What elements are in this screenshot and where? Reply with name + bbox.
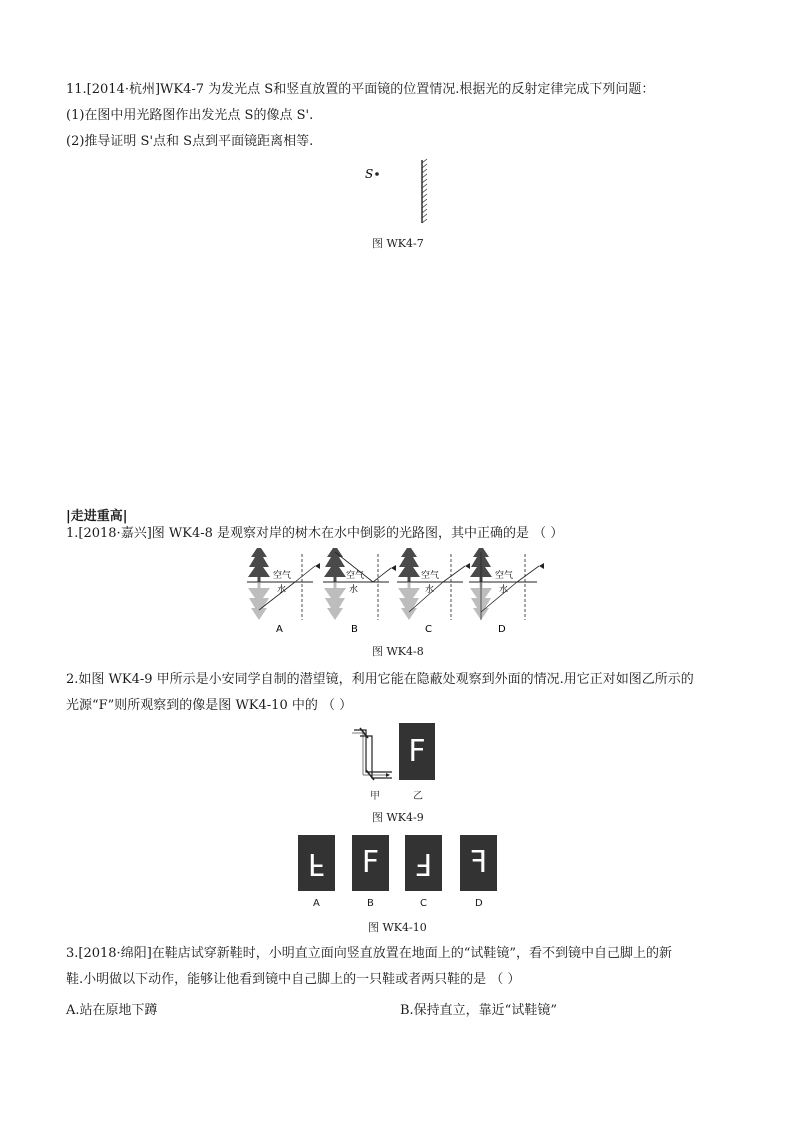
q11-line-2: (1)在图中用光路图作出发光点 S的像点 S'. xyxy=(66,108,314,123)
option-c-diagram xyxy=(397,548,470,620)
figure-wk4-7-caption: 图 WK4-7 xyxy=(372,237,424,250)
q1-line-1: 1.[2018·嘉兴]图 WK4-8 是观察对岸的树木在水中倒影的光路图，其中正确的是 （ ） xyxy=(66,526,564,541)
svg-text:水: 水 xyxy=(425,585,435,595)
option-b-diagram xyxy=(323,548,396,620)
point-s-label: S xyxy=(365,167,374,181)
periscope-diagram xyxy=(352,726,396,784)
point-s-dot xyxy=(375,172,379,176)
figure-wk4-8-caption: 图 WK4-8 xyxy=(372,645,424,658)
mirror-hatching xyxy=(422,159,427,223)
figure-wk4-7 xyxy=(360,155,440,227)
q3-line-1: 3.[2018·绵阳]在鞋店试穿新鞋时，小明直立面向竖直放置在地面上的“试鞋镜”，看不到镜中自己脚上的新 xyxy=(66,946,673,961)
q11-line-1: 11.[2014·杭州]WK4-7 为发光点 S和竖直放置的平面镜的位置情况.根据光的反射定律完成下列问题： xyxy=(66,82,655,97)
svg-text:水: 水 xyxy=(499,585,509,595)
fig10-label-b: B xyxy=(367,898,374,909)
svg-text:空气: 空气 xyxy=(421,571,440,581)
svg-text:水: 水 xyxy=(349,585,359,595)
fig9-label-jia: 甲 xyxy=(370,791,380,802)
q11-line-3: (2)推导证明 S'点和 S点到平面镜距离相等. xyxy=(66,134,314,149)
section-title: |走进重高| xyxy=(66,509,128,524)
fig10-label-d: D xyxy=(475,898,483,909)
q2-line-1: 2.如图 WK4-9 甲所示是小安同学自制的潜望镜，利用它能在隐蔽处观察到外面的情况.用它正对如图乙所示的 xyxy=(66,672,694,687)
svg-text:水: 水 xyxy=(277,585,287,595)
option-a-label: A xyxy=(276,624,283,635)
option-d-diagram xyxy=(469,548,544,620)
svg-text:空气: 空气 xyxy=(495,571,514,581)
option-c-label: C xyxy=(425,624,432,635)
q3-option-a: A.站在原地下蹲 xyxy=(66,1003,158,1018)
figure-wk4-9-caption: 图 WK4-9 xyxy=(372,811,424,824)
fig10-label-a: A xyxy=(313,898,320,909)
svg-text:空气: 空气 xyxy=(346,571,365,581)
figure-wk4-8 xyxy=(245,548,555,638)
fig9-label-yi: 乙 xyxy=(413,791,423,802)
q3-line-2: 鞋.小明做以下动作，能够让他看到镜中自己脚上的一只鞋或者两只鞋的是 （ ） xyxy=(66,972,521,987)
option-b-label: B xyxy=(351,624,358,635)
q2-line-2: 光源“F”则所观察到的像是图 WK4-10 中的 （ ） xyxy=(66,698,353,713)
option-b-tile: F xyxy=(352,835,389,891)
option-d-tile: F xyxy=(460,835,497,891)
light-source-f: F xyxy=(399,723,435,780)
fig10-label-c: C xyxy=(420,898,427,909)
option-d-label: D xyxy=(498,624,506,635)
svg-text:空气: 空气 xyxy=(273,571,292,581)
option-a-diagram xyxy=(247,548,320,620)
figure-wk4-10-caption: 图 WK4-10 xyxy=(368,921,427,934)
option-a-tile: F xyxy=(298,835,335,891)
option-c-tile: F xyxy=(405,835,442,891)
q3-option-b: B.保持直立，靠近“试鞋镜” xyxy=(400,1003,557,1018)
